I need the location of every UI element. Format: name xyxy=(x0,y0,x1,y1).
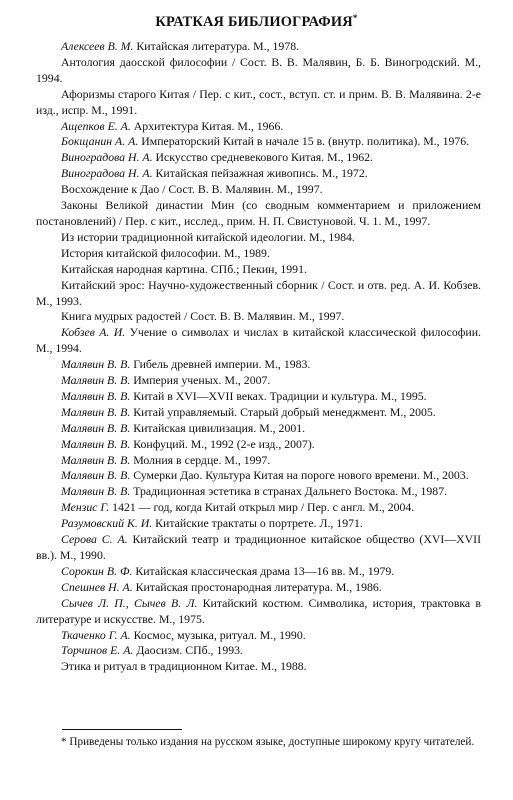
entry-text: Этика и ритуал в традиционном Китае. М., 1988. xyxy=(61,659,307,674)
bibliography-entry xyxy=(36,628,481,644)
entry-text: Молния в сердце. М., 1997. xyxy=(130,452,271,467)
entry-author: Алексеев В. М. xyxy=(61,39,134,53)
entry-text: Книга мудрых радостей / Сост. В. В. Малявин. М., 1997. xyxy=(61,309,345,324)
bibliography-entry xyxy=(36,309,481,325)
entry-author: Малявин В. В. xyxy=(61,468,131,483)
entry-text: Китайская цивилизация. М., 2001. xyxy=(130,420,306,435)
footnote-separator xyxy=(62,729,182,730)
bibliography-entry xyxy=(36,278,481,310)
entry-text: Даосизм. СПб., 1993. xyxy=(133,643,244,658)
entry-text: Учение о символах и числах в китайской классической философии. М., 1994. xyxy=(36,325,481,356)
entry-author: Малявин В. В. xyxy=(61,436,131,451)
bibliography-entry xyxy=(36,453,481,469)
bibliography-entry xyxy=(36,596,481,628)
bibliography-entry xyxy=(36,166,481,182)
entry-author: Малявин В. В. xyxy=(61,420,131,435)
entry-text: Китайский эрос: Научно-художественный сборник / Сост. и отв. ред. А. И. Кобзев. М., 1993. xyxy=(36,277,481,308)
bibliography-entry xyxy=(36,262,481,278)
entry-author: Малявин В. В. xyxy=(61,373,131,388)
bibliography-entry xyxy=(36,500,481,516)
entry-text: Китай управляемый. Старый добрый менеджмент. М., 2005. xyxy=(130,404,436,419)
entry-author: Бокщанин А. А. xyxy=(61,134,139,149)
entry-text: Искусство средневекового Китая. М., 1962. xyxy=(152,150,373,165)
bibliography-list xyxy=(36,39,481,675)
entry-text: Китай в XVI—XVII веках. Традиции и культура. М., 1995. xyxy=(130,388,427,403)
entry-text: Империя ученых. М., 2007. xyxy=(130,373,271,388)
bibliography-entry xyxy=(36,389,481,405)
entry-author: Сорокин В. Ф. xyxy=(61,563,133,578)
entry-text: Китайская народная картина. СПб.; Пекин, 1991. xyxy=(61,261,307,276)
entry-text: Законы Великой династии Мин (со сводным комментарием и приложением постановлений) / Пер. с кит., исслед., прим. Н. П. Свистуновой. Ч. 1. М., 1997. xyxy=(36,198,481,228)
entry-text: Сумерки Дао. Культура Китая на пороге нового времени. М., 2003. xyxy=(130,468,469,483)
bibliography-entry xyxy=(36,373,481,389)
footnote xyxy=(36,735,481,750)
page-title xyxy=(0,13,513,31)
entry-text: История китайской философии. М., 1989. xyxy=(61,245,270,260)
entry-text: Афоризмы старого Китая / Пер. с кит., сост., вступ. ст. и прим. В. В. Малявина. 2-е изд., испр. М., 1991. xyxy=(36,86,481,117)
bibliography-entry xyxy=(36,532,481,564)
bibliography-entry xyxy=(36,87,481,119)
title-footnote-mark: * xyxy=(352,13,358,23)
bibliography-entry xyxy=(36,437,481,453)
entry-author: Сычев Л. П., Сычев В. Л. xyxy=(61,595,198,610)
entry-author: Виноградова Н. А. xyxy=(61,150,153,165)
bibliography-entry xyxy=(36,357,481,373)
bibliography-entry xyxy=(36,39,481,55)
bibliography-entry xyxy=(36,643,481,659)
entry-author: Спешнев Н. А. xyxy=(61,579,133,594)
entry-author: Малявин В. В. xyxy=(61,484,131,499)
entry-author: Малявин В. В. xyxy=(61,388,131,403)
bibliography-entry xyxy=(36,325,481,357)
entry-author: Виноградова Н. А. xyxy=(61,166,153,181)
bibliography-entry xyxy=(36,564,481,580)
entry-author: Торчинов Е. А. xyxy=(61,643,134,658)
entry-text: Конфуций. М., 1992 (2-е изд., 2007). xyxy=(130,436,315,451)
bibliography-entry xyxy=(36,230,481,246)
entry-text: Архитектура Китая. М., 1966. xyxy=(130,118,284,133)
entry-text: Антология даосской философии / Сост. В. В. Малявин, Б. Б. Виногродский. М., 1994. xyxy=(36,54,481,85)
entry-text: Восхождение к Дао / Сост. В. В. Малявин. М., 1997. xyxy=(61,182,323,197)
bibliography-entry xyxy=(36,55,481,87)
footnote-mark: * xyxy=(61,736,67,748)
entry-text: Императорский Китай в начале 15 в. (внутр. политика). М., 1976. xyxy=(138,134,470,149)
entry-author: Малявин В. В. xyxy=(61,404,131,419)
entry-text: Китайская простонародная литература. М., 1986. xyxy=(132,579,382,594)
entry-author: Разумовский К. И. xyxy=(61,516,153,531)
entry-author: Малявин В. В. xyxy=(61,452,131,467)
footnote-text: Приведены только издания на русском языке, доступные широкому кругу читателей. xyxy=(66,736,475,748)
entry-text: Китайский костюм. Символика, история, трактовка в литературе и искусстве. М., 1975. xyxy=(36,595,481,626)
entry-text: Китайский театр и традиционное китайское общество (XVI—XVII вв.). М., 1990. xyxy=(36,532,481,562)
entry-text: Традиционная эстетика в странах Дальнего Востока. М., 1987. xyxy=(130,484,448,499)
entry-author: Ащепков Е. А. xyxy=(61,118,131,133)
bibliography-entry xyxy=(36,484,481,500)
entry-text: Гибель древней империи. М., 1983. xyxy=(130,357,311,372)
bibliography-entry xyxy=(36,134,481,150)
bibliography-entry xyxy=(36,182,481,198)
bibliography-entry xyxy=(36,405,481,421)
bibliography-entry xyxy=(36,580,481,596)
bibliography-entry xyxy=(36,150,481,166)
entry-text: Китайская литература. М., 1978. xyxy=(133,39,300,53)
title-text: КРАТКАЯ БИБЛИОГРАФИЯ xyxy=(155,14,353,30)
bibliography-entry xyxy=(36,246,481,262)
bibliography-entry xyxy=(36,516,481,532)
bibliography-entry xyxy=(36,468,481,484)
bibliography-entry xyxy=(36,421,481,437)
entry-author: Малявин В. В. xyxy=(61,357,131,372)
entry-author: Серова С. А. xyxy=(61,532,128,547)
entry-author: Кобзев А. И. xyxy=(61,325,126,340)
entry-text: Космос, музыка, ритуал. М., 1990. xyxy=(130,627,306,642)
bibliography-entry xyxy=(36,198,481,230)
entry-text: Китайские трактаты о портрете. Л., 1971. xyxy=(152,516,363,531)
entry-text: Китайская классическая драма 13—16 вв. М., 1979. xyxy=(132,563,395,578)
entry-text: Из истории традиционной китайской идеологии. М., 1984. xyxy=(61,229,355,244)
entry-text: 1421 — год, когда Китай открыл мир / Пер. с англ. М., 2004. xyxy=(109,500,415,515)
entry-text: Китайская пейзажная живопись. М., 1972. xyxy=(152,166,368,181)
entry-author: Ткаченко Г. А. xyxy=(61,627,131,642)
entry-author: Мензис Г. xyxy=(61,500,110,515)
bibliography-entry xyxy=(36,659,481,675)
bibliography-entry xyxy=(36,119,481,135)
